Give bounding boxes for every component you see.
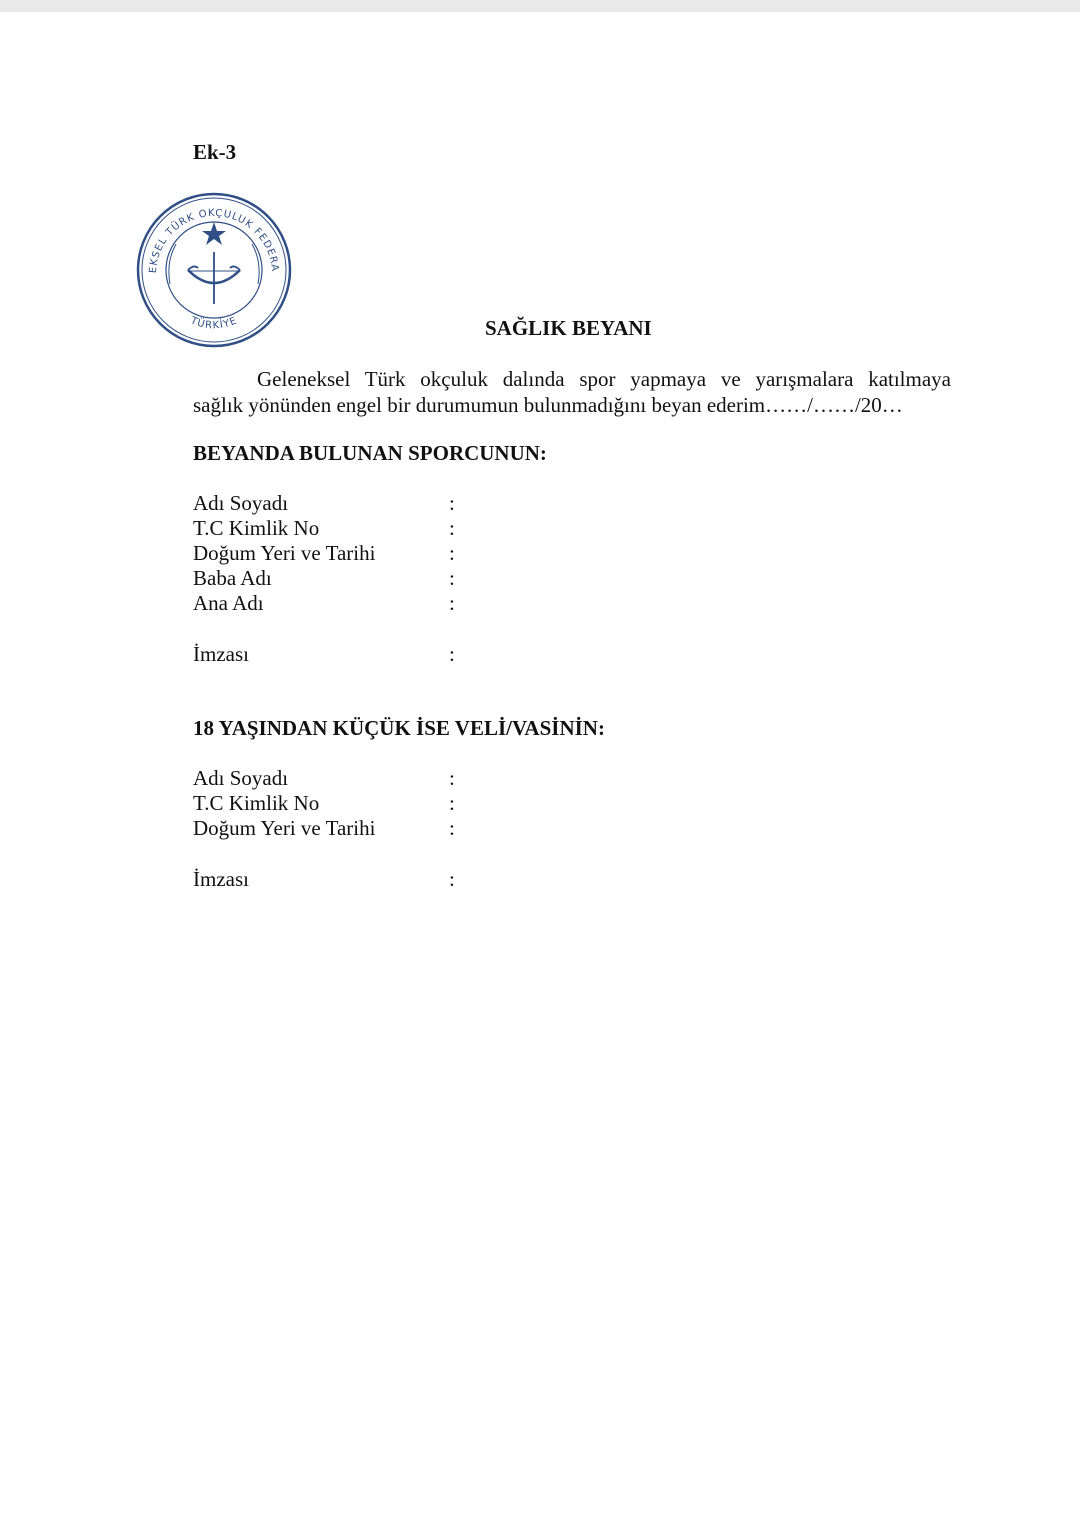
athlete-section-heading: BEYANDA BULUNAN SPORCUNUN: (193, 441, 547, 465)
seal-star-icon (202, 222, 226, 245)
field-label: Adı Soyadı (193, 491, 289, 515)
field-separator: : (449, 541, 455, 565)
field-label: İmzası (193, 642, 249, 666)
field-label: Doğum Yeri ve Tarihi (193, 541, 376, 565)
field-label: İmzası (193, 867, 249, 891)
field-label: T.C Kimlik No (193, 516, 320, 540)
field-separator: : (449, 867, 455, 891)
athlete-field-signature (193, 642, 493, 667)
seal-text-bottom: TÜRKİYE (188, 315, 240, 332)
guardian-field-birth (193, 816, 493, 841)
guardian-field-name (193, 766, 493, 791)
field-separator: : (449, 491, 455, 515)
field-label: Adı Soyadı (193, 766, 289, 790)
field-label: Doğum Yeri ve Tarihi (193, 816, 376, 840)
field-separator: : (449, 516, 455, 540)
athlete-field-birth (193, 541, 493, 566)
archery-federation-seal-icon (136, 192, 292, 348)
top-scroll-bar (0, 0, 1080, 12)
field-separator: : (449, 591, 455, 615)
seal-text-top: EKSEL TÜRK OKÇULUK FEDERA (147, 207, 281, 274)
field-label: T.C Kimlik No (193, 791, 320, 815)
field-separator: : (449, 566, 455, 590)
athlete-field-father (193, 566, 493, 591)
declaration-line-2: sağlık yönünden engel bir durumumun bulunmadığını beyan ederim……/……/20… (193, 393, 903, 417)
guardian-field-tc-id (193, 791, 493, 816)
guardian-field-signature (193, 867, 493, 892)
field-label: Ana Adı (193, 591, 264, 615)
declaration-paragraph (193, 366, 951, 418)
document-title: SAĞLIK BEYANI (485, 316, 652, 340)
field-separator: : (449, 791, 455, 815)
field-separator: : (449, 766, 455, 790)
federation-seal-logo (136, 192, 292, 348)
athlete-field-mother (193, 591, 493, 616)
guardian-section-heading: 18 YAŞINDAN KÜÇÜK İSE VELİ/VASİNİN: (193, 716, 605, 740)
athlete-field-tc-id (193, 516, 493, 541)
field-separator: : (449, 642, 455, 666)
declaration-line-1: Geleneksel Türk okçuluk dalında spor yapmaya ve yarışmalara katılmaya (257, 367, 951, 391)
athlete-field-name (193, 491, 493, 516)
field-label: Baba Adı (193, 566, 272, 590)
svg-text:TÜRKİYE (188, 315, 239, 332)
annex-label: Ek-3 (193, 140, 237, 164)
field-separator: : (449, 816, 455, 840)
